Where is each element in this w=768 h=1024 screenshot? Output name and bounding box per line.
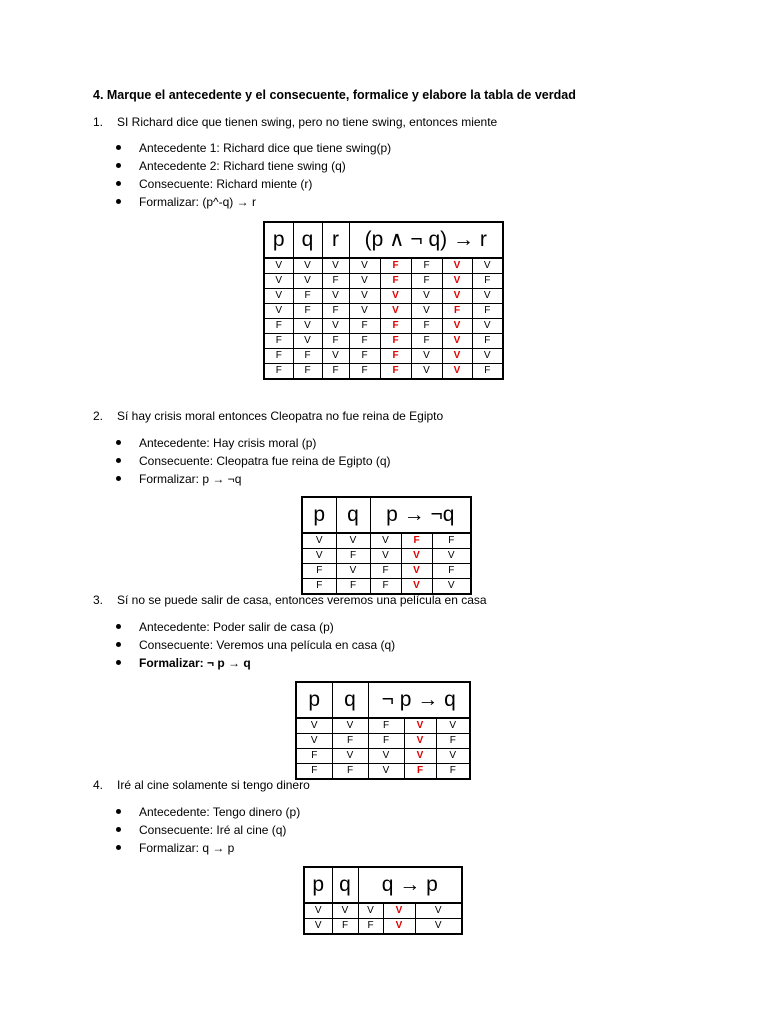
table-cell: F bbox=[411, 319, 442, 334]
table-cell: F bbox=[411, 274, 442, 289]
truth-table-3 bbox=[295, 681, 471, 780]
table-cell: V bbox=[349, 258, 380, 274]
list-item: Formalizar: p → ¬q bbox=[113, 470, 391, 488]
table-cell: F bbox=[368, 718, 404, 734]
table-cell: F bbox=[436, 734, 470, 749]
list-item: Formalizar: ¬ p → q bbox=[113, 654, 395, 672]
table-cell: V bbox=[368, 764, 404, 780]
table-cell: F bbox=[322, 304, 349, 319]
table-cell: F bbox=[349, 334, 380, 349]
table-cell: F bbox=[322, 364, 349, 380]
table-cell: V bbox=[442, 258, 472, 274]
list-item: Antecedente: Poder salir de casa (p) bbox=[113, 618, 395, 636]
table-row bbox=[296, 718, 470, 734]
table-cell: V bbox=[302, 533, 336, 549]
problem-1-statement bbox=[93, 115, 497, 129]
list-item: Consecuente: Iré al cine (q) bbox=[113, 821, 300, 839]
table-cell: V bbox=[304, 919, 332, 935]
table-cell: F bbox=[370, 579, 401, 595]
list-item: Consecuente: Veremos una película en casa (q) bbox=[113, 636, 395, 654]
table-header-row bbox=[302, 497, 471, 533]
table-cell: F bbox=[380, 274, 411, 289]
table-cell: F bbox=[296, 749, 332, 764]
table-cell: V bbox=[472, 289, 503, 304]
table-cell: V bbox=[332, 749, 368, 764]
table-cell: F bbox=[349, 364, 380, 380]
table-cell: V bbox=[332, 718, 368, 734]
table-cell: V bbox=[293, 319, 322, 334]
table-cell: V bbox=[296, 718, 332, 734]
table-cell: F bbox=[358, 919, 383, 935]
table-cell: F bbox=[401, 533, 432, 549]
header-cell: q bbox=[332, 867, 358, 903]
table-cell: V bbox=[404, 749, 436, 764]
table-cell: F bbox=[472, 364, 503, 380]
list-item: Consecuente: Richard miente (r) bbox=[113, 175, 391, 193]
table-cell: F bbox=[442, 304, 472, 319]
problem-1-bullets bbox=[113, 139, 391, 211]
table-cell: V bbox=[472, 258, 503, 274]
list-item: Antecedente: Tengo dinero (p) bbox=[113, 803, 300, 821]
table-cell: F bbox=[332, 919, 358, 935]
header-cell: p → ¬q bbox=[370, 497, 471, 533]
table-cell: F bbox=[264, 349, 293, 364]
table-cell: V bbox=[472, 349, 503, 364]
table-cell: F bbox=[293, 364, 322, 380]
table-cell: F bbox=[472, 334, 503, 349]
table-row bbox=[264, 258, 503, 274]
table-cell: V bbox=[264, 289, 293, 304]
truth-table-2 bbox=[301, 496, 472, 595]
table-cell: V bbox=[404, 734, 436, 749]
table-cell: F bbox=[380, 258, 411, 274]
statement-text: Sí no se puede salir de casa, entonces veremos una película en casa bbox=[117, 593, 487, 607]
table-body bbox=[302, 533, 471, 594]
problem-2-statement bbox=[93, 409, 443, 423]
table-row bbox=[296, 749, 470, 764]
table-cell: F bbox=[432, 564, 471, 579]
table-cell: V bbox=[442, 289, 472, 304]
table-cell: V bbox=[442, 274, 472, 289]
problem-2-bullets bbox=[113, 434, 391, 488]
problem-4-bullets bbox=[113, 803, 300, 857]
table-cell: V bbox=[442, 319, 472, 334]
table-cell: V bbox=[264, 304, 293, 319]
header-cell: p bbox=[264, 222, 293, 258]
table-cell: V bbox=[432, 549, 471, 564]
table-cell: V bbox=[293, 258, 322, 274]
list-item: Antecedente 1: Richard dice que tiene swing(p) bbox=[113, 139, 391, 157]
table-cell: F bbox=[380, 349, 411, 364]
table-header-row bbox=[304, 867, 462, 903]
table-cell: F bbox=[380, 319, 411, 334]
table-cell: F bbox=[432, 533, 471, 549]
table-cell: V bbox=[322, 258, 349, 274]
table-cell: V bbox=[322, 289, 349, 304]
statement-text: SI Richard dice que tienen swing, pero no tiene swing, entonces miente bbox=[117, 115, 498, 129]
table-cell: F bbox=[380, 364, 411, 380]
table-cell: V bbox=[411, 304, 442, 319]
table-cell: F bbox=[264, 334, 293, 349]
table-cell: F bbox=[264, 364, 293, 380]
table-body bbox=[264, 258, 503, 379]
statement-text: Sí hay crisis moral entonces Cleopatra no fue reina de Egipto bbox=[117, 409, 444, 423]
table-row bbox=[264, 274, 503, 289]
table-cell: V bbox=[296, 734, 332, 749]
table-cell: V bbox=[368, 749, 404, 764]
header-cell: (p ∧ ¬ q) → r bbox=[349, 222, 503, 258]
table-row bbox=[296, 764, 470, 780]
table-cell: V bbox=[358, 903, 383, 919]
table-cell: V bbox=[380, 289, 411, 304]
table-header-row bbox=[264, 222, 503, 258]
table-cell: F bbox=[472, 274, 503, 289]
table-cell: V bbox=[302, 549, 336, 564]
header-cell: p bbox=[296, 682, 332, 718]
page-heading: 4. Marque el antecedente y el consecuente, formalice y elabore la tabla de verdad bbox=[93, 88, 576, 102]
truth-table-1 bbox=[263, 221, 504, 380]
table-cell: V bbox=[442, 364, 472, 380]
problem-number: 1. bbox=[93, 115, 104, 129]
table-cell: V bbox=[472, 319, 503, 334]
table-cell: V bbox=[322, 319, 349, 334]
problem-number: 2. bbox=[93, 409, 104, 423]
table-row bbox=[264, 289, 503, 304]
table-cell: V bbox=[436, 749, 470, 764]
table-cell: F bbox=[370, 564, 401, 579]
table-cell: F bbox=[293, 289, 322, 304]
table-cell: V bbox=[401, 564, 432, 579]
header-cell: ¬ p → q bbox=[368, 682, 470, 718]
table-cell: F bbox=[322, 334, 349, 349]
table-cell: V bbox=[401, 549, 432, 564]
table-cell: V bbox=[404, 718, 436, 734]
header-cell: p bbox=[302, 497, 336, 533]
table-cell: F bbox=[380, 334, 411, 349]
list-item: Consecuente: Cleopatra fue reina de Egipto (q) bbox=[113, 452, 391, 470]
table-row bbox=[304, 903, 462, 919]
header-cell: r bbox=[322, 222, 349, 258]
table-row bbox=[302, 533, 471, 549]
header-cell: q bbox=[336, 497, 370, 533]
header-cell: q → p bbox=[358, 867, 462, 903]
table-cell: F bbox=[336, 549, 370, 564]
table-cell: V bbox=[415, 903, 462, 919]
list-item: Antecedente 2: Richard tiene swing (q) bbox=[113, 157, 391, 175]
table-cell: F bbox=[368, 734, 404, 749]
table-cell: F bbox=[264, 319, 293, 334]
table-row bbox=[264, 304, 503, 319]
table-cell: V bbox=[336, 564, 370, 579]
list-item: Formalizar: (p^-q) → r bbox=[113, 193, 391, 211]
table-row bbox=[302, 549, 471, 564]
table-cell: V bbox=[411, 364, 442, 380]
table-cell: V bbox=[349, 304, 380, 319]
table-cell: F bbox=[322, 274, 349, 289]
problem-3-statement bbox=[93, 593, 487, 607]
table-cell: V bbox=[383, 903, 415, 919]
table-cell: F bbox=[293, 304, 322, 319]
table-cell: F bbox=[336, 579, 370, 595]
table-cell: F bbox=[472, 304, 503, 319]
table-row bbox=[302, 579, 471, 595]
table-cell: V bbox=[264, 274, 293, 289]
table-cell: V bbox=[332, 903, 358, 919]
header-cell: q bbox=[332, 682, 368, 718]
table-cell: V bbox=[336, 533, 370, 549]
header-cell: q bbox=[293, 222, 322, 258]
table-cell: F bbox=[293, 349, 322, 364]
truth-table-4 bbox=[303, 866, 463, 935]
table-cell: V bbox=[349, 274, 380, 289]
problem-number: 3. bbox=[93, 593, 104, 607]
problem-4-statement bbox=[93, 778, 310, 792]
table-row bbox=[264, 349, 503, 364]
list-item: Formalizar: q → p bbox=[113, 839, 300, 857]
table-cell: V bbox=[415, 919, 462, 935]
table-row bbox=[296, 734, 470, 749]
table-cell: F bbox=[436, 764, 470, 780]
table-cell: V bbox=[293, 274, 322, 289]
table-cell: V bbox=[293, 334, 322, 349]
table-cell: V bbox=[442, 349, 472, 364]
table-row bbox=[264, 364, 503, 380]
table-cell: F bbox=[349, 349, 380, 364]
problem-3-bullets bbox=[113, 618, 395, 672]
table-cell: F bbox=[302, 579, 336, 595]
table-cell: F bbox=[332, 764, 368, 780]
table-cell: V bbox=[304, 903, 332, 919]
table-cell: V bbox=[380, 304, 411, 319]
header-cell: p bbox=[304, 867, 332, 903]
table-cell: V bbox=[264, 258, 293, 274]
table-row bbox=[264, 319, 503, 334]
table-body bbox=[296, 718, 470, 779]
table-row bbox=[302, 564, 471, 579]
table-cell: V bbox=[436, 718, 470, 734]
problem-number: 4. bbox=[93, 778, 104, 792]
table-cell: V bbox=[370, 549, 401, 564]
list-item: Antecedente: Hay crisis moral (p) bbox=[113, 434, 391, 452]
table-row bbox=[264, 334, 503, 349]
table-cell: V bbox=[349, 289, 380, 304]
table-cell: V bbox=[432, 579, 471, 595]
statement-text: Iré al cine solamente si tengo dinero bbox=[117, 778, 310, 792]
table-header-row bbox=[296, 682, 470, 718]
table-cell: F bbox=[349, 319, 380, 334]
table-cell: F bbox=[411, 334, 442, 349]
table-cell: V bbox=[370, 533, 401, 549]
table-cell: F bbox=[411, 258, 442, 274]
table-cell: V bbox=[401, 579, 432, 595]
table-row bbox=[304, 919, 462, 935]
table-body bbox=[304, 903, 462, 934]
table-cell: V bbox=[411, 289, 442, 304]
table-cell: V bbox=[322, 349, 349, 364]
table-cell: V bbox=[383, 919, 415, 935]
table-cell: F bbox=[404, 764, 436, 780]
table-cell: F bbox=[302, 564, 336, 579]
table-cell: V bbox=[442, 334, 472, 349]
table-cell: F bbox=[296, 764, 332, 780]
table-cell: F bbox=[332, 734, 368, 749]
table-cell: V bbox=[411, 349, 442, 364]
